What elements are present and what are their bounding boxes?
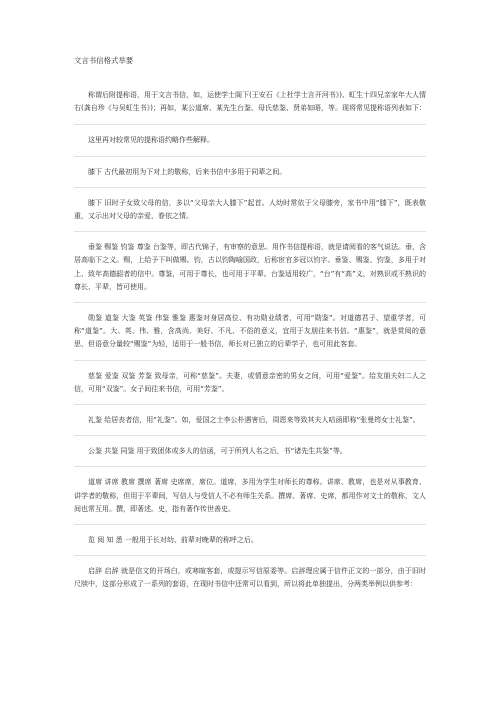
section-divider — [74, 555, 426, 556]
section-divider — [74, 302, 426, 303]
paragraph-explanation: 这里再对较常见的提称语约略作些解释。 — [88, 136, 214, 145]
paragraph-chuijian: 垂鉴 赐鉴 钧鉴 尊鉴 台鉴等，即古代锦子，有审察的意思。用作书信提称语，就是请阅看的客气说法。垂，含居高临下之义。赐，上给予下叫做赐。钧，古以钧陶喻国政，后称宦官多冠以钧字。垂鉴、赐鉴、钧鉴，多用于对上、致年高德韶者的信中。尊鉴，可用于尊长，也可用于平辈。台鉴适用较广，“台”有“高”义，对熟识或不熟识的尊长、平辈，皆可使用。 — [74, 243, 426, 291]
paragraph-gongjian: 公鉴 共鉴 同鉴 用于致团体或多人的信函，可于所列人名之后，书“诸先生共鉴”等。 — [88, 447, 347, 456]
section-divider — [74, 404, 426, 405]
paragraph-xunjian: 勋鉴 道鉴 大鉴 英鉴 伟鉴 雅鉴 惠鉴对身居高位、有功勋业绩者，可用“勋鉴”。对道德君子、望重学者，可称“道鉴”。大、英、伟、雅，含高尚、美好、不凡、不俗的意义，宜用于友朋往来书信。“惠鉴”，就是赏阅的意思，但语意分量较“赐鉴”为轻，适用于一般书信，师长对已独立的后辈学子，也可用此客套。 — [74, 314, 426, 349]
section-divider — [74, 524, 426, 525]
paragraph-cijian: 慈鉴 爱鉴 双鉴 芳鉴 致母亲，可称“慈鉴”。夫妻，或情意亲密的男女之间，可用“爱鉴”。给友朋夫妇二人之信，可用“双鉴”。女子间往来书信，可用“芳鉴”。 — [74, 371, 426, 393]
section-divider — [74, 187, 426, 188]
section-divider — [74, 124, 426, 125]
document-title: 文言书信格式举要 — [74, 56, 134, 65]
paragraph-qici: 启辞 启辞 就是信文的开场白，或寒暄客套，或提示写信原委等。启辞理应属于信件正文的一部分，由于旧时尺牍中，这部分形成了一系列的套语，在现时书信中还常可以看到，所以将此单独提出，分两类举例以供参考： — [74, 567, 426, 589]
paragraph-xiaxia: 膝下 古代最初用为下对上的敬称，后来书信中多用于同辈之间。 — [88, 167, 287, 176]
section-divider — [74, 435, 426, 436]
paragraph-lan: 览 阅 知 悉 一般用于长对幼、前辈对晚辈的称呼之后。 — [88, 536, 258, 545]
paragraph-xixia: 膝下 旧时子女致父母的信，多以“父母亲大人膝下”起首。人幼时常依于父母膝旁，家书中用“膝下”，既表敬重，又示出对父母的亲爱、眷依之情。 — [74, 198, 426, 221]
paragraph-intro: 称谓后附提称语，用于文言书信，如，运使学士阁下(王安石《上杜学士言开河书》)、虹生十四兄亲家年大人情右(龚自珍《与吴虹生书》)；再如，某公道席、某先生台鉴、母氏慈鉴、贤弟如晤，等。现将常见提称语列表如下： — [74, 91, 426, 113]
section-divider — [74, 231, 426, 232]
section-divider — [74, 156, 426, 157]
section-divider — [74, 466, 426, 467]
paragraph-lijian: 礼鉴 给居丧者信，用“礼鉴”。如，爱国之士李公朴遇害后，周恩来等致其夫人唁函即称“张曼筠女士礼鉴”。 — [88, 416, 420, 425]
section-divider — [74, 360, 426, 361]
paragraph-daoxi: 道席 讲席 教席 撰席 著席 史席席，席位。道席，多用为学生对师长的尊称。讲席、教席，也是对从事教育、讲学者的敬称，但用于平辈间，写信人与受信人不必有师生关系。撰席、著席、史席，都用作对文士的敬称，文人间也常互用。撰，即著述。史，指有著作传世善史。 — [74, 478, 426, 513]
